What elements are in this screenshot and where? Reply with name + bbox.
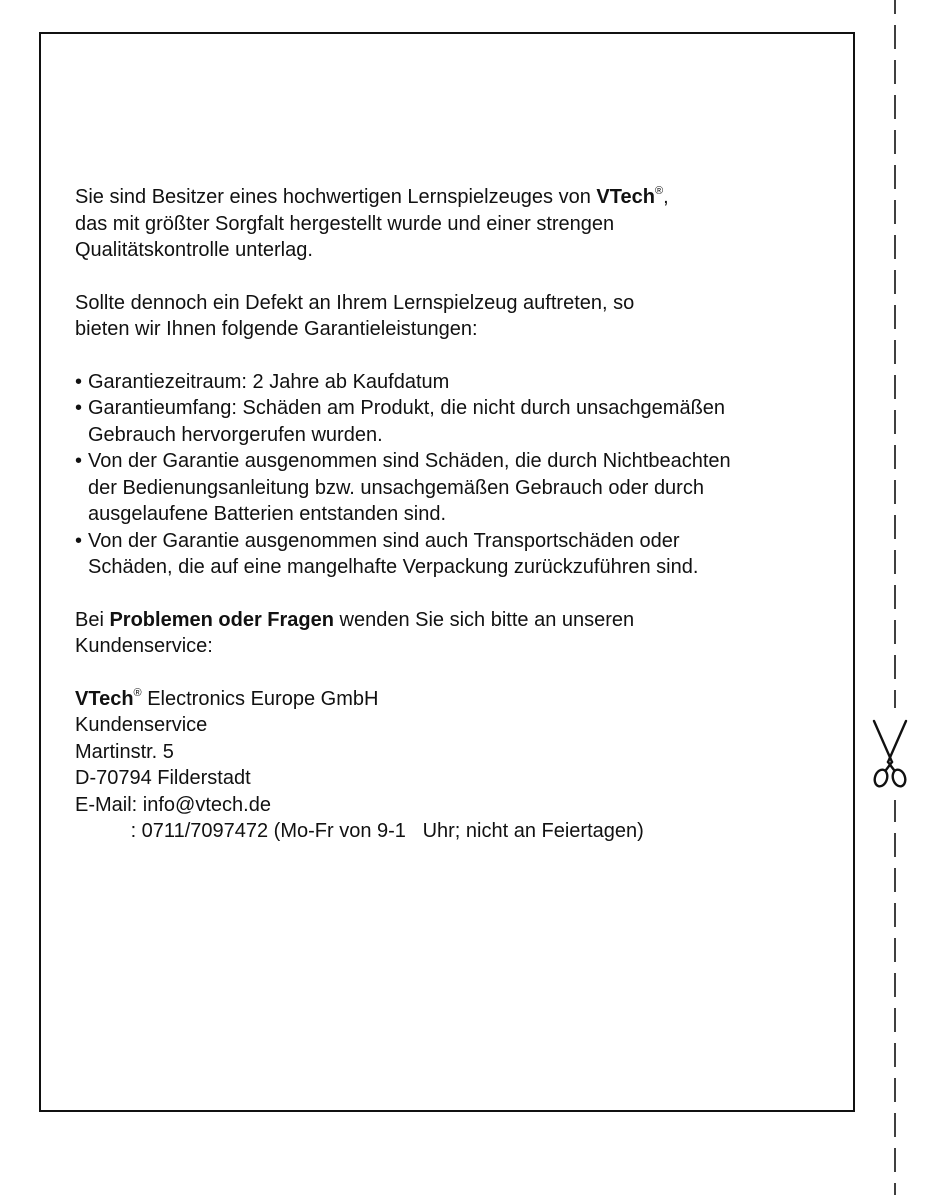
contact-intro-line-1 <box>75 607 845 634</box>
guarantee-item-line: Schäden, die auf eine mangelhafte Verpackung zurückzuführen sind. <box>88 556 699 578</box>
registered-mark: ® <box>654 185 664 198</box>
guarantee-list <box>75 369 845 581</box>
guarantee-item-line: Von der Garantie ausgenommen sind Schäden, die durch Nichtbeachten <box>88 450 731 472</box>
guarantee-item-line: Garantieumfang: Schäden am Produkt, die nicht durch unsachgemäßen <box>88 397 726 419</box>
scissors-icon <box>867 718 913 790</box>
address-company-name: Electronics Europe GmbH <box>141 687 379 710</box>
guarantee-item <box>75 448 845 528</box>
bullet-icon: • <box>75 450 83 472</box>
guarantee-item-line: der Bedienungsanleitung bzw. unsachgemäßen Gebrauch oder durch <box>88 476 704 499</box>
contact-intro-emphasis: Problemen oder Fragen <box>109 608 334 631</box>
address-brand: VTech <box>75 687 134 710</box>
address-company <box>75 686 845 713</box>
intro-line-1 <box>75 184 845 211</box>
registered-mark: ® <box>133 686 142 699</box>
address-email: E-Mail: info@vtech.de <box>75 793 271 816</box>
contact-intro-pre: Bei <box>75 608 110 631</box>
guarantee-item-line: Gebrauch hervorgerufen wurden. <box>88 423 383 446</box>
guarantee-item-line: ausgelaufene Batterien entstanden sind. <box>88 503 447 525</box>
warranty-text <box>75 184 845 845</box>
guarantee-item <box>75 528 845 581</box>
defect-paragraph <box>75 290 845 343</box>
intro-line-1-end: , <box>663 186 669 208</box>
contact-intro <box>75 607 845 660</box>
bullet-icon: • <box>75 397 83 419</box>
guarantee-item-line: Garantiezeitraum: 2 Jahre ab Kaufdatum <box>88 370 450 393</box>
brand-name: VTech <box>596 186 655 208</box>
guarantee-item-line: Von der Garantie ausgenommen sind auch Transportschäden oder <box>88 529 680 552</box>
intro-paragraph <box>75 184 845 264</box>
address-city: D-70794 Filderstadt <box>75 767 251 789</box>
bullet-icon: • <box>75 370 83 393</box>
bullet-icon: • <box>75 529 83 552</box>
intro-line-3: Qualitätskontrolle unterlag. <box>75 239 313 261</box>
cut-line <box>889 0 901 1195</box>
guarantee-item <box>75 395 845 448</box>
intro-line-1-text: Sie sind Besitzer eines hochwertigen Lernspielzeuges von <box>75 186 597 208</box>
contact-intro-line-2: Kundenservice: <box>75 635 213 657</box>
contact-intro-post: wenden Sie sich bitte an unseren <box>333 608 635 631</box>
address-street: Martinstr. 5 <box>75 740 174 763</box>
address-phone: : 0711/7097472 (Mo-Fr von 9-1 Uhr; nicht an Feiertagen) <box>75 820 644 842</box>
defect-line-1: Sollte dennoch ein Defekt an Ihrem Lernspielzeug auftreten, so <box>75 291 635 314</box>
guarantee-item <box>75 369 845 396</box>
address-department: Kundenservice <box>75 714 208 736</box>
defect-line-2: bieten wir Ihnen folgende Garantieleistungen: <box>75 318 478 340</box>
intro-line-2: das mit größter Sorgfalt hergestellt wurde und einer strengen <box>75 212 615 235</box>
address-block <box>75 686 845 845</box>
